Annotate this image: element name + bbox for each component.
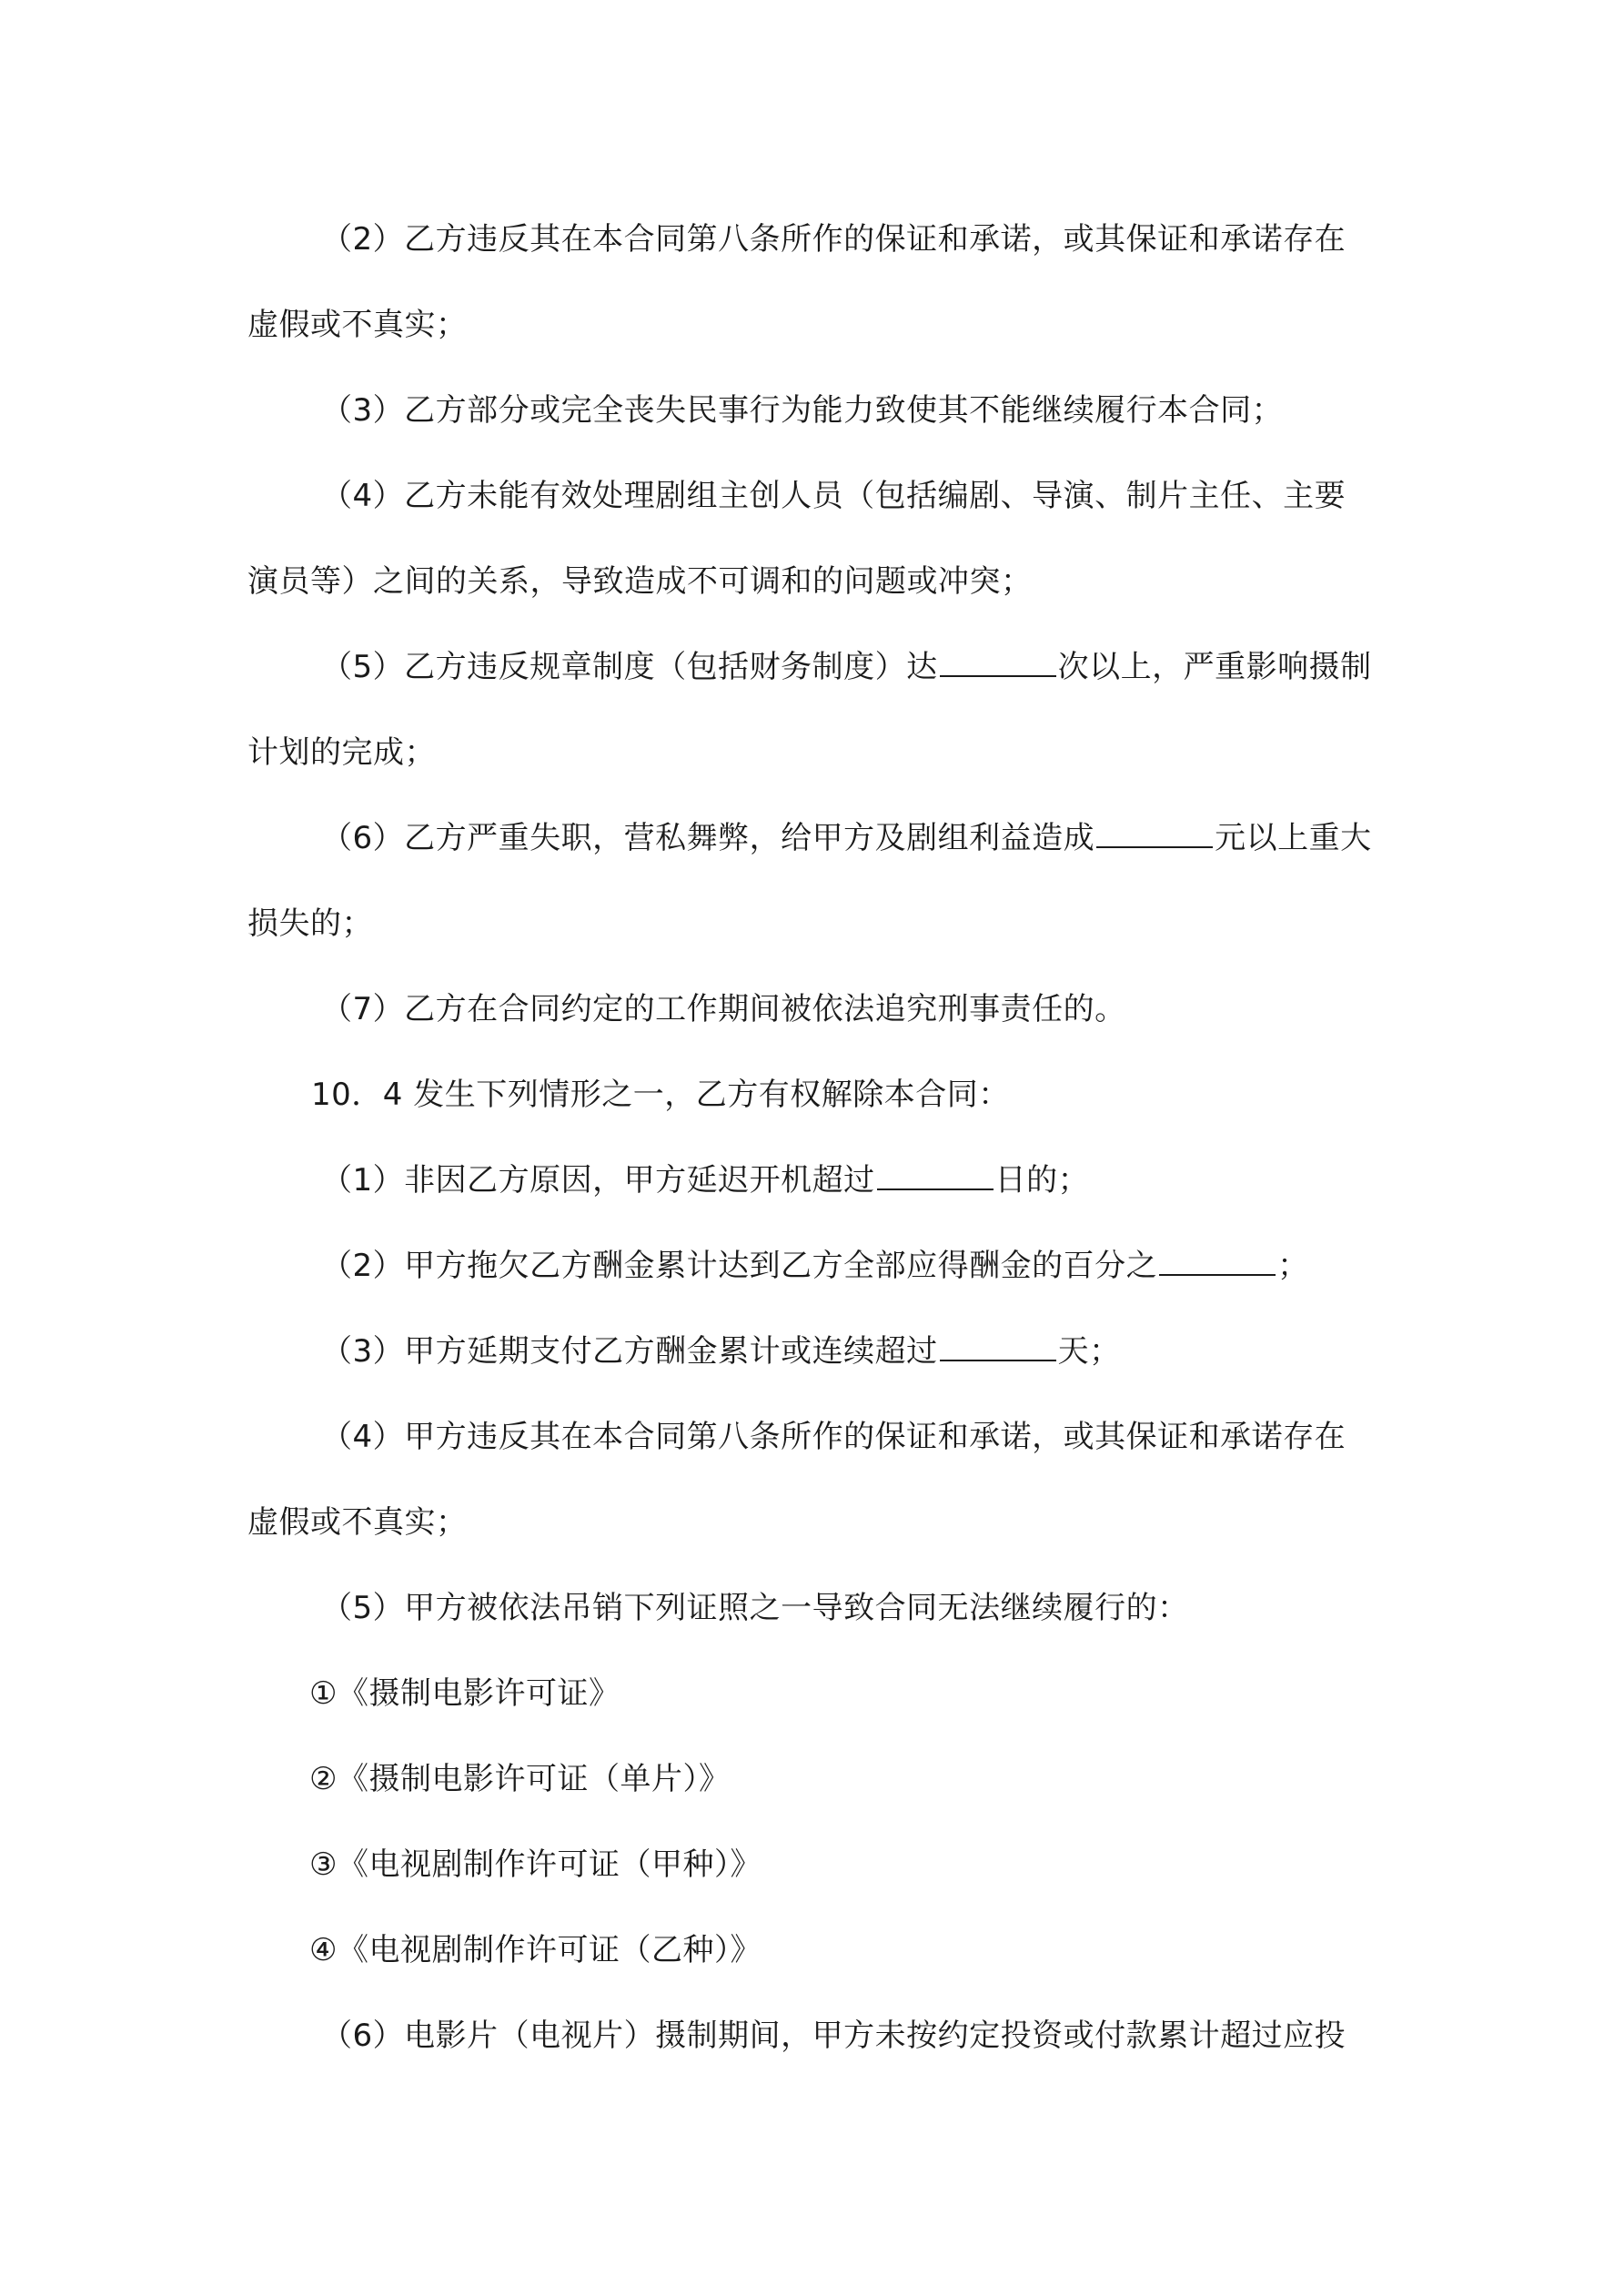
text-line: [321, 1416, 1346, 1458]
text-segment: （5）乙方违反规章制度（包括财务制度）达: [321, 649, 938, 685]
text-line: [321, 988, 1126, 1030]
text-segment: ②《摄制电影许可证（单片）》: [309, 1761, 731, 1797]
text-line: [247, 304, 468, 346]
text-segment: ③《电视剧制作许可证（甲种）》: [309, 1846, 762, 1883]
text-segment: 次以上，严重影响摄制: [1057, 649, 1372, 685]
fill-in-blank: [877, 1163, 994, 1190]
text-segment: （4）甲方违反其在本合同第八条所作的保证和承诺，或其保证和承诺存在: [321, 1419, 1347, 1455]
text-line: [321, 1245, 1309, 1287]
fill-in-blank: [1159, 1249, 1276, 1276]
text-segment: ；: [1277, 1248, 1309, 1284]
text-segment: （6）乙方严重失职，营私舞弊，给甲方及剧组利益造成: [321, 820, 1095, 856]
text-segment: （2）乙方违反其在本合同第八条所作的保证和承诺，或其保证和承诺存在: [321, 221, 1347, 258]
text-segment: 日的；: [994, 1162, 1090, 1199]
text-segment: （2）甲方拖欠乙方酬金累计达到乙方全部应得酬金的百分之: [321, 1248, 1158, 1284]
text-segment: （6）电影片（电视片）摄制期间，甲方未按约定投资或付款累计超过应投: [321, 2018, 1347, 2054]
text-line: [321, 475, 1346, 517]
text-line: [321, 817, 1372, 859]
text-segment: （3）甲方延期支付乙方酬金累计或连续超过: [321, 1333, 938, 1370]
text-line: [321, 1159, 1089, 1201]
text-segment: 元以上重大: [1215, 820, 1372, 856]
text-line: [247, 732, 436, 774]
text-segment: 计划的完成；: [247, 734, 436, 771]
list-item: [309, 1844, 762, 1886]
list-item: [309, 1673, 620, 1714]
text-segment: （5）甲方被依法吊销下列证照之一导致合同无法继续履行的：: [321, 1590, 1189, 1626]
text-line: [247, 903, 373, 945]
text-segment: 虚假或不真实；: [247, 307, 468, 343]
fill-in-blank: [1096, 821, 1213, 848]
text-segment: 演员等）之间的关系，导致造成不可调和的问题或冲突；: [247, 563, 1033, 600]
text-segment: 天；: [1057, 1333, 1121, 1370]
text-segment: （1）非因乙方原因，甲方延迟开机超过: [321, 1162, 875, 1199]
text-line: [321, 2015, 1346, 2057]
text-segment: （3）乙方部分或完全丧失民事行为能力致使其不能继续履行本合同；: [321, 392, 1284, 429]
text-line: [321, 389, 1283, 431]
text-line: [321, 1587, 1189, 1629]
text-line: [321, 646, 1372, 688]
text-line: [321, 1330, 1121, 1372]
fill-in-blank: [940, 650, 1056, 677]
section-heading: 10．4 发生下列情形之一，乙方有权解除本合同：: [311, 1077, 1010, 1113]
text-segment: ①《摄制电影许可证》: [309, 1675, 620, 1712]
text-line: [311, 1074, 1010, 1116]
text-line: [321, 218, 1346, 260]
text-segment: ④《电视剧制作许可证（乙种）》: [309, 1932, 762, 1968]
text-segment: （7）乙方在合同约定的工作期间被依法追究刑事责任的。: [321, 991, 1126, 1027]
fill-in-blank: [940, 1334, 1056, 1361]
text-segment: （4）乙方未能有效处理剧组主创人员（包括编剧、导演、制片主任、主要: [321, 478, 1347, 514]
text-segment: 损失的；: [247, 905, 373, 942]
list-item: [309, 1929, 762, 1971]
text-segment: 虚假或不真实；: [247, 1504, 468, 1541]
text-line: [247, 561, 1033, 602]
text-line: [247, 1502, 468, 1543]
list-item: [309, 1758, 730, 1800]
